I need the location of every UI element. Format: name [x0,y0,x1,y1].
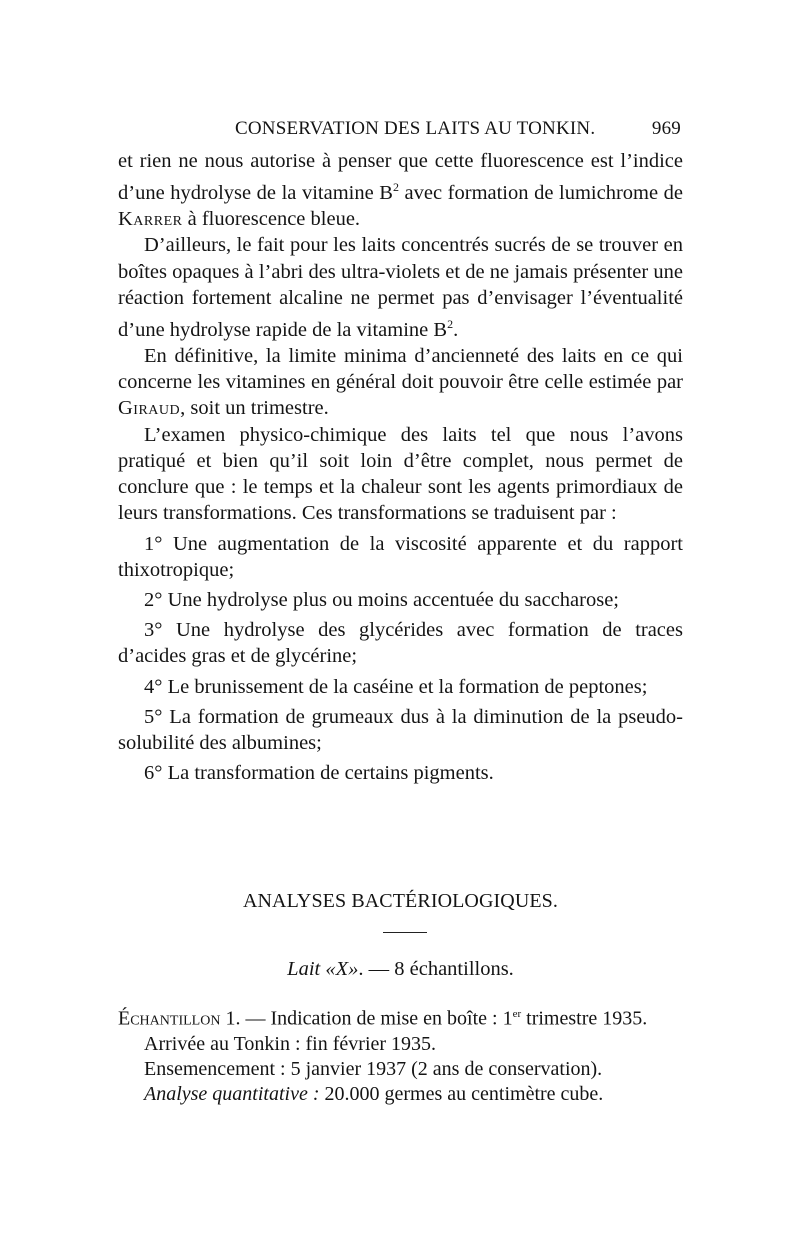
paragraph-4: L’examen physico-chimique des laits tel que nous l’avons pratiqué et bien qu’il soit loin d’être complet, nous permet de conclure que : le temps et la chaleur sont les agents primordiaux de leurs transformations. Ces transformations se traduisent par : [118,423,683,525]
paragraph-1: et rien ne nous autorise à penser que cette fluorescence est l’indice d’une hydrolyse de la vitamine $B^2$ avec formation de lumichrome de Karrer à fluorescence bleue. [118,150,683,231]
sample-arrival: Arrivée au Tonkin : fin février 1935. [144,1032,437,1055]
sample-group-heading: Lait «X». — 8 échantillons. [287,958,514,980]
running-head-title: CONSERVATION DES LAITS AU TONKIN. [235,118,596,139]
list-item-4: 4° Le brunissement de la caséine et la formation de peptones; [144,675,648,698]
paragraph-3: En définitive, la limite minima d’ancienneté des laits en ce qui concerne les vitamines en général doit pouvoir être celle estimée par Giraud, soit un trimestre. [118,345,683,420]
paragraph-2: D’ailleurs, le fait pour les laits concentrés sucrés de se trouver en boîtes opaques à l’abri des ultra-violets et de ne jamais présenter une réaction fortement alcaline ne permet pas d’envisager l’éventualité d’une hydrolyse rapide de la vitamine $B^2$. [118,234,683,341]
sample-label: Échantillon [118,1007,221,1030]
page-number: 969 [651,118,681,139]
sample-line-1: Échantillon 1. — Indication de mise en boîte : 1er trimestre 1935. [118,1007,648,1030]
list-item-2: 2° Une hydrolyse plus ou moins accentuée du saccharose; [144,588,620,611]
sample-seeding: Ensemencement : 5 janvier 1937 (2 ans de conservation). [144,1057,603,1080]
list-item-6: 6° La transformation de certains pigments. [144,762,494,785]
sample-analysis: Analyse quantitative : 20.000 germes au centimètre cube. [144,1082,604,1105]
author-giraud: Giraud [118,397,181,420]
running-head [118,118,683,142]
list-item-3: 3° Une hydrolyse des glycérides avec formation de traces d’acides gras et de glycérine; [118,619,683,668]
body-text [118,148,683,786]
author-karrer: Karrer [118,208,183,231]
section-heading: ANALYSES BACTÉRIOLOGIQUES. [242,890,559,912]
sample-entry [118,1002,683,1107]
heading-rule [383,932,427,933]
list-item-5: 5° La formation de grumeaux dus à la diminution de la pseudo-solubilité des albumines; [118,705,683,754]
list-item-1: 1° Une augmentation de la viscosité apparente et du rapport thixotropique; [118,532,683,581]
